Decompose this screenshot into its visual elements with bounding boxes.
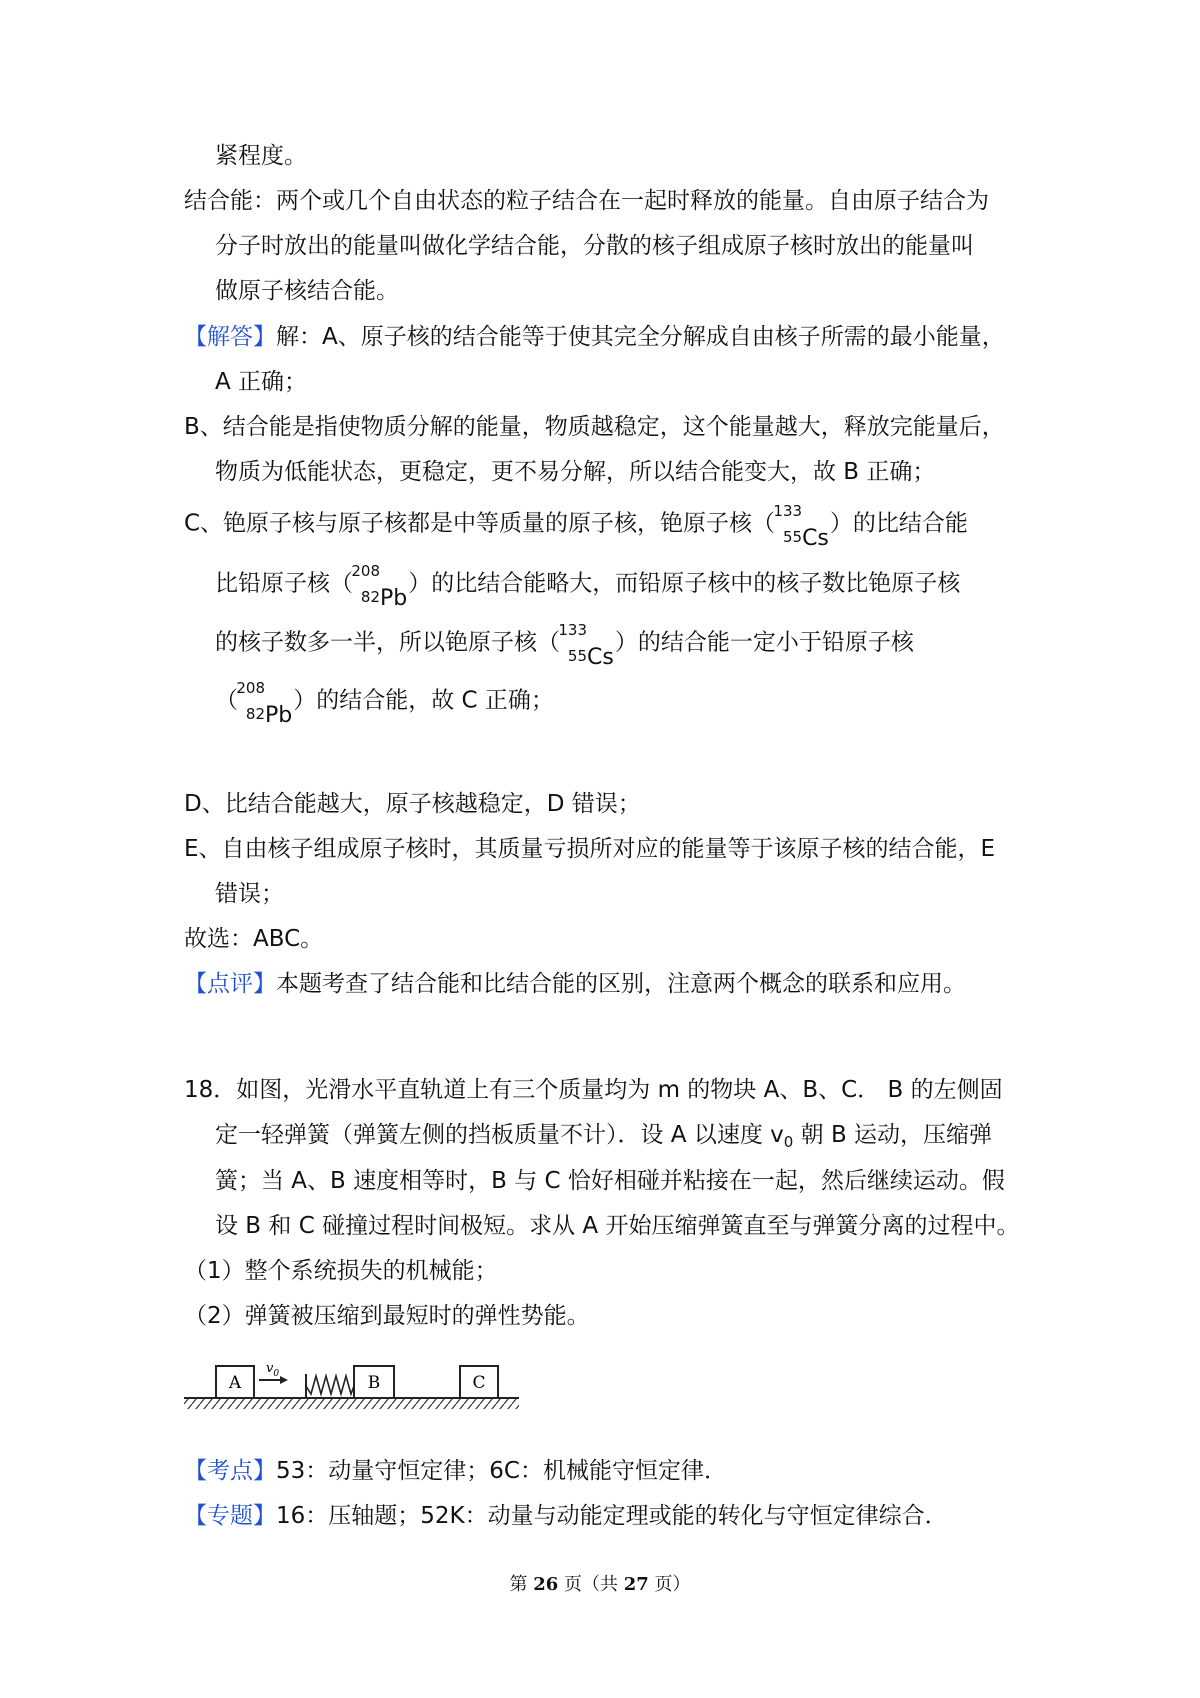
comment-text: 本题考查了结合能和比结合能的区别，注意两个概念的联系和应用。 <box>276 971 966 997</box>
keypoint-line <box>184 1456 727 1486</box>
footer-text: 页（共 <box>558 1574 624 1595</box>
mass-number: 133 <box>773 502 803 520</box>
answer-text: 解：A、原子核的结合能等于使其完全分解成自由核子所需的最小能量， <box>276 324 1005 350</box>
arrow-head <box>280 1376 288 1384</box>
block-a-label: A <box>228 1373 242 1393</box>
keypoint-tag: 【考点】 <box>184 1458 276 1484</box>
nuclide-cs <box>773 502 829 551</box>
topic-tag: 【专题】 <box>184 1503 276 1529</box>
text-line: 紧程度。 <box>215 143 307 169</box>
ground-hatch <box>184 1399 519 1409</box>
page-footer <box>0 1570 1200 1596</box>
block-c-label: C <box>472 1373 486 1393</box>
text-line: 做原子核结合能。 <box>215 278 399 304</box>
text-line: E、自由核子组成原子核时，其质量亏损所对应的能量等于该原子核的结合能，E <box>184 836 996 862</box>
text-line: 分子时放出的能量叫做化学结合能，分散的核子组成原子核时放出的能量叫 <box>215 233 974 259</box>
text-line: 错误； <box>215 881 284 907</box>
element-symbol: Cs <box>802 526 829 551</box>
mass-number: 133 <box>558 621 587 639</box>
text-line: D、比结合能越大，原子核越稳定，D 错误； <box>184 791 641 817</box>
text-line <box>215 621 914 670</box>
element-symbol: Pb <box>265 703 293 728</box>
text-line: 物质为低能状态，更稳定，更不易分解，所以结合能变大，故 B 正确； <box>215 459 936 485</box>
text-line <box>215 679 554 728</box>
topic-line <box>184 1501 948 1531</box>
subscript: 0 <box>783 1133 794 1151</box>
text-line: 结合能：两个或几个自由状态的粒子结合在一起时释放的能量。自由原子结合为 <box>184 188 989 214</box>
page-number: 26 <box>533 1574 559 1595</box>
atomic-number: 55 <box>567 647 587 665</box>
text-span: 定一轻弹簧（弹簧左侧的挡板质量不计）．设 A 以速度 v <box>215 1122 784 1148</box>
blocks-spring-figure <box>184 1354 524 1424</box>
block-b-label: B <box>367 1373 381 1393</box>
question-line <box>215 1120 992 1152</box>
footer-text: 第 <box>509 1574 534 1595</box>
text-span: ）的比结合能 <box>829 510 968 537</box>
text-line: B、结合能是指使物质分解的能量，物质越稳定，这个能量越大，释放完能量后， <box>184 414 1005 440</box>
nuclide-cs <box>558 621 614 670</box>
text-span: ）的结合能一定小于铅原子核 <box>614 629 914 656</box>
text-line: A 正确； <box>215 369 308 395</box>
question-line: 设 B 和 C 碰撞过程时间极短。求从 A 开始压缩弹簧直至与弹簧分离的过程中。 <box>215 1213 1020 1239</box>
text-span: 比铅原子核（ <box>215 570 353 597</box>
element-symbol: Cs <box>587 645 614 670</box>
comment-line <box>184 969 966 999</box>
spring <box>306 1376 354 1394</box>
answer-tag: 【解答】 <box>184 324 276 350</box>
topic-text: 16：压轴题；52K：动量与动能定理或能的转化与守恒定律综合． <box>276 1503 948 1529</box>
mass-number: 208 <box>236 679 265 697</box>
mass-number: 208 <box>351 562 380 580</box>
total-pages: 27 <box>623 1574 649 1595</box>
text-span: ）的结合能，故 C 正确； <box>293 687 554 714</box>
question-line: （1）整个系统损失的机械能； <box>184 1258 498 1284</box>
nuclide-pb <box>351 562 408 611</box>
atomic-number: 82 <box>245 705 265 723</box>
question-line: 簧；当 A、B 速度相等时，B 与 C 恰好相碰并粘接在一起，然后继续运动。假 <box>215 1168 1005 1194</box>
atomic-number: 55 <box>782 528 803 546</box>
nuclide-pb <box>236 679 293 728</box>
answer-line <box>184 322 1005 352</box>
keypoint-text: 53：动量守恒定律；6C：机械能守恒定律． <box>276 1458 727 1484</box>
comment-tag: 【点评】 <box>184 971 276 997</box>
text-line <box>215 562 961 611</box>
text-span: （ <box>215 687 238 714</box>
text-span: 朝 B 运动，压缩弹 <box>793 1122 993 1148</box>
text-span: ）的比结合能略大，而铅原子核中的核子数比铯原子核 <box>408 570 961 597</box>
text-span: C、铯原子核与原子核都是中等质量的原子核，铯原子核（ <box>184 510 776 537</box>
question-line: 18．如图，光滑水平直轨道上有三个质量均为 m 的物块 A、B、C． B 的左侧固 <box>184 1077 1003 1103</box>
atomic-number: 82 <box>360 588 380 606</box>
question-line: （2）弹簧被压缩到最短时的弹性势能。 <box>184 1303 590 1329</box>
element-symbol: Pb <box>380 586 408 611</box>
text-span: 的核子数多一半，所以铯原子核（ <box>215 629 560 656</box>
text-line: 故选：ABC。 <box>184 926 324 952</box>
velocity-label: $v_0$ <box>266 1361 280 1379</box>
text-line <box>184 502 968 551</box>
footer-text: 页） <box>648 1574 691 1595</box>
